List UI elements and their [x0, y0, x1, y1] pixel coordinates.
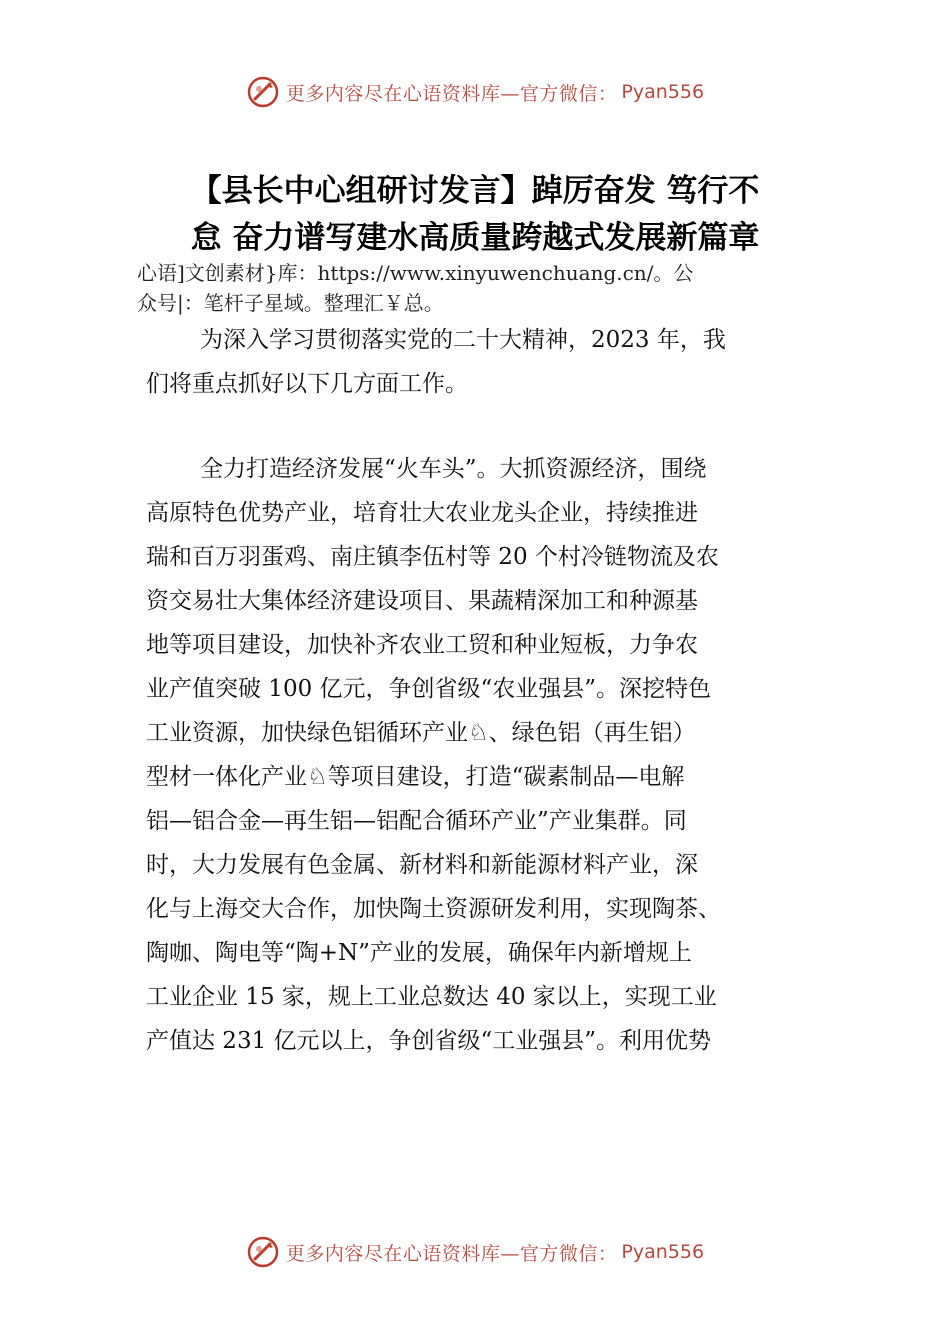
paragraph-line: 铝—铝合金—再生铝—铝配合循环产业”产业集群。同	[146, 808, 687, 834]
paragraph-line: 资交易壮大集体经济建设项目、果蔬精深加工和种源基	[146, 588, 698, 614]
source-line: 心语]文创素材}库：https://www.xinyuwenchuang.cn/。公	[137, 261, 694, 285]
paragraph-line: 工业企业 15 家，规上工业总数达 40 家以上，实现工业	[146, 984, 717, 1010]
banner-wechat-id: Pyan556	[621, 81, 705, 103]
paragraph-line: 业产值突破 100 亿元，争创省级“农业强县”。深挖特色	[146, 676, 712, 702]
paragraph-line: 型材一体化产业♘等项目建设，打造“碳素制品—电解	[146, 764, 685, 790]
paragraph-line: 瑞和百万羽蛋鸡、南庄镇李伍村等 20 个村冷链物流及农	[146, 544, 719, 570]
banner-text: 更多内容尽在心语资料库—官方微信：	[285, 82, 618, 105]
paragraph-line: 时，大力发展有色金属、新材料和新能源材料产业，深	[146, 852, 698, 878]
paragraph-line: 全力打造经济发展“火车头”。大抓资源经济，围绕	[200, 456, 707, 482]
brand-logo-icon	[246, 1235, 280, 1269]
header-banner	[0, 72, 950, 112]
paragraph-line: 工业资源，加快绿色铝循环产业♘、绿色铝（再生铝）	[146, 720, 696, 746]
intro-paragraph	[146, 318, 810, 406]
banner-wechat-id: Pyan556	[621, 1241, 705, 1263]
banner-text: 更多内容尽在心语资料库—官方微信：	[285, 1242, 618, 1265]
paragraph-line: 为深入学习贯彻落实党的二十大精神，2023 年，我	[200, 327, 726, 353]
brand-logo-icon	[246, 75, 280, 109]
paragraph-line: 陶咖、陶电等“陶+N”产业的发展，确保年内新增规上	[146, 940, 692, 966]
title-line: 【县长中心组研讨发言】踔厉奋发 笃行不	[190, 173, 760, 209]
paragraph-line: 化与上海交大合作，加快陶土资源研发利用，实现陶茶、	[146, 896, 721, 922]
document-title	[100, 168, 850, 262]
paragraph-line: 地等项目建设，加快补齐农业工贸和种业短板，力争农	[146, 632, 698, 658]
footer-banner	[0, 1232, 950, 1272]
paragraph-line: 高原特色优势产业，培育壮大农业龙头企业，持续推进	[146, 500, 698, 526]
paragraph-line: 们将重点抓好以下几方面工作。	[146, 371, 468, 397]
source-line: 众号|：笔杆子星域。整理汇￥总。	[137, 291, 444, 315]
body-paragraph	[146, 447, 810, 1063]
paragraph-line: 产值达 231 亿元以上，争创省级“工业强县”。利用优势	[146, 1028, 712, 1054]
source-note	[137, 258, 857, 318]
title-line: 怠 奋力谱写建水高质量跨越式发展新篇章	[190, 220, 760, 256]
